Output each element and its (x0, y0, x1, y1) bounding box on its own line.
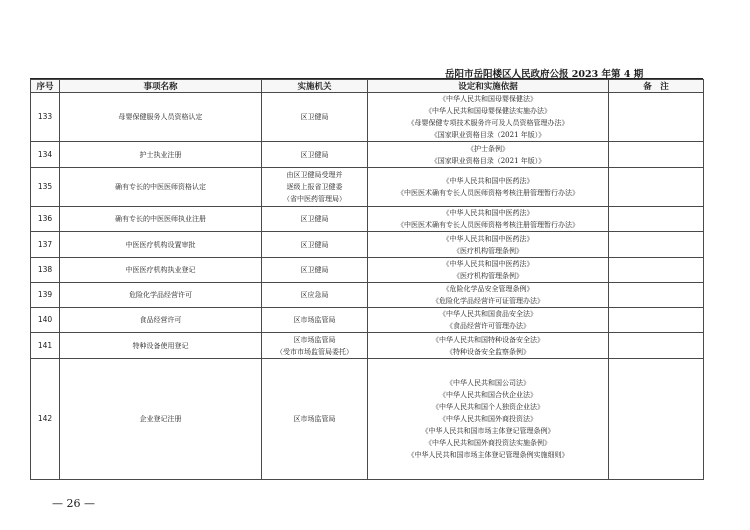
basis-line: 《中华人民共和国中医药法》 (442, 234, 534, 243)
col-header-no: 序号 (31, 80, 60, 93)
table-header-row (31, 80, 704, 93)
basis-line: 《中华人民共和国中医药法》 (442, 209, 534, 217)
cell-basis (368, 258, 609, 283)
basis-line: 《中华人民共和国外商投资法实施条例》 (425, 439, 551, 447)
basis-line: 《母婴保健专项技术服务许可及人员资格管理办法》 (407, 119, 569, 127)
table-row (31, 258, 704, 283)
cell-basis (368, 168, 609, 207)
cell-basis (368, 308, 609, 333)
agency-line: 由区卫健局受理并 (286, 171, 343, 179)
basis-line: 《中华人民共和国合伙企业法》 (439, 391, 537, 399)
cell-agency (262, 258, 368, 283)
table-row (31, 333, 704, 359)
basis-line: 《中华人民共和国特种设备安全法》 (432, 335, 544, 344)
cell-remark (609, 232, 704, 258)
cell-remark (609, 142, 704, 168)
basis-line: 《国家职业资格目录（2021 年版）》 (430, 156, 546, 165)
cell-item-name: 特种设备使用登记 (60, 333, 262, 359)
cell-basis (368, 93, 609, 142)
agency-line: 区应急局 (300, 291, 329, 299)
basis-line: 《中华人民共和国个人独资企业法》 (432, 403, 544, 411)
basis-line: 《中华人民共和国公司法》 (446, 379, 530, 387)
basis-line: 《医疗机构管理条例》 (453, 246, 523, 255)
cell-agency (262, 232, 368, 258)
agency-line: 区市场监管局 (293, 335, 336, 344)
basis-line: 《危险化学品经营许可证管理办法》 (432, 297, 544, 305)
cell-no: 140 (31, 308, 60, 333)
table-row (31, 232, 704, 258)
cell-agency (262, 207, 368, 232)
cell-no: 135 (31, 168, 60, 207)
basis-line: 《中华人民共和国市场主体登记管理条例》 (421, 427, 555, 435)
basis-line: 《中医医术确有专长人员医师资格考核注册管理暂行办法》 (397, 189, 579, 197)
cell-basis (368, 333, 609, 359)
basis-line: 《医疗机构管理条例》 (453, 272, 523, 280)
basis-line: 《危险化学品安全管理条例》 (442, 285, 534, 293)
table-row (31, 142, 704, 168)
cell-no: 142 (31, 359, 60, 480)
basis-line: 《中华人民共和国母婴保健法实施办法》 (425, 107, 551, 115)
agency-line: 区卫健局 (300, 113, 329, 121)
basis-line: 《中华人民共和国母婴保健法》 (439, 95, 537, 103)
basis-line: 《食品经营许可管理办法》 (446, 322, 530, 330)
cell-remark (609, 207, 704, 232)
cell-no: 137 (31, 232, 60, 258)
cell-remark (609, 308, 704, 333)
cell-agency (262, 308, 368, 333)
cell-no: 138 (31, 258, 60, 283)
cell-no: 136 (31, 207, 60, 232)
cell-agency (262, 93, 368, 142)
basis-line: 《特种设备安全监察条例》 (446, 347, 530, 356)
cell-item-name: 企业登记注册 (60, 359, 262, 480)
col-header-remark: 备 注 (609, 80, 704, 93)
cell-agency (262, 142, 368, 168)
cell-item-name: 确有专长的中医医师资格认定 (60, 168, 262, 207)
basis-line: 《国家职业资格目录（2021 年版）》 (430, 131, 546, 139)
cell-basis (368, 207, 609, 232)
basis-line: 《中华人民共和国食品安全法》 (439, 310, 537, 318)
col-header-agency: 实施机关 (262, 80, 368, 93)
cell-no: 141 (31, 333, 60, 359)
cell-item-name: 中医医疗机构执业登记 (60, 258, 262, 283)
agency-line: 区市场监管局 (293, 316, 336, 324)
cell-remark (609, 283, 704, 308)
cell-item-name: 母婴保健服务人员资格认定 (60, 93, 262, 142)
col-header-basis: 设定和实施依据 (368, 80, 609, 93)
cell-item-name: 护士执业注册 (60, 142, 262, 168)
cell-no: 133 (31, 93, 60, 142)
cell-item-name: 中医医疗机构设置审批 (60, 232, 262, 258)
table-row (31, 168, 704, 207)
cell-basis (368, 283, 609, 308)
gazette-header-title: 岳阳市岳阳楼区人民政府公报 2023 年第 4 期 (445, 69, 644, 80)
basis-line: 《中华人民共和国中医药法》 (442, 177, 534, 185)
agency-line: 区市场监管局 (293, 415, 336, 423)
agency-line: 区卫健局 (300, 266, 329, 274)
cell-remark (609, 258, 704, 283)
cell-basis (368, 359, 609, 480)
approval-items-table (30, 79, 704, 480)
col-header-item-name: 事项名称 (60, 80, 262, 93)
table-row (31, 93, 704, 142)
basis-line: 《中医医术确有专长人员医师资格考核注册管理暂行办法》 (397, 221, 579, 229)
cell-basis (368, 142, 609, 168)
cell-basis (368, 232, 609, 258)
cell-agency (262, 359, 368, 480)
cell-agency (262, 333, 368, 359)
table-row (31, 283, 704, 308)
basis-line: 《中华人民共和国市场主体登记管理条例实施细则》 (407, 451, 569, 459)
agency-line: 区卫健局 (300, 215, 329, 223)
table-row (31, 207, 704, 232)
cell-agency (262, 283, 368, 308)
page-number: — 26 — (52, 497, 95, 510)
cell-item-name: 危险化学品经营许可 (60, 283, 262, 308)
basis-line: 《护士条例》 (467, 144, 509, 153)
table-row (31, 308, 704, 333)
agency-line: 区卫健局 (300, 150, 329, 159)
cell-item-name: 确有专长的中医医师执业注册 (60, 207, 262, 232)
table-row (31, 359, 704, 480)
cell-remark (609, 359, 704, 480)
cell-remark (609, 93, 704, 142)
agency-line: 逐级上报省卫健委 (286, 183, 343, 191)
cell-agency (262, 168, 368, 207)
basis-line: 《中华人民共和国外商投资法》 (439, 415, 537, 423)
cell-item-name: 食品经营许可 (60, 308, 262, 333)
agency-line: 区卫健局 (300, 240, 329, 249)
cell-remark (609, 168, 704, 207)
cell-no: 134 (31, 142, 60, 168)
cell-remark (609, 333, 704, 359)
table-body (31, 93, 704, 480)
agency-line: （受市市场监管局委托） (276, 347, 353, 356)
basis-line: 《中华人民共和国中医药法》 (442, 260, 534, 268)
agency-line: （省中医药管理局） (283, 195, 346, 203)
cell-no: 139 (31, 283, 60, 308)
